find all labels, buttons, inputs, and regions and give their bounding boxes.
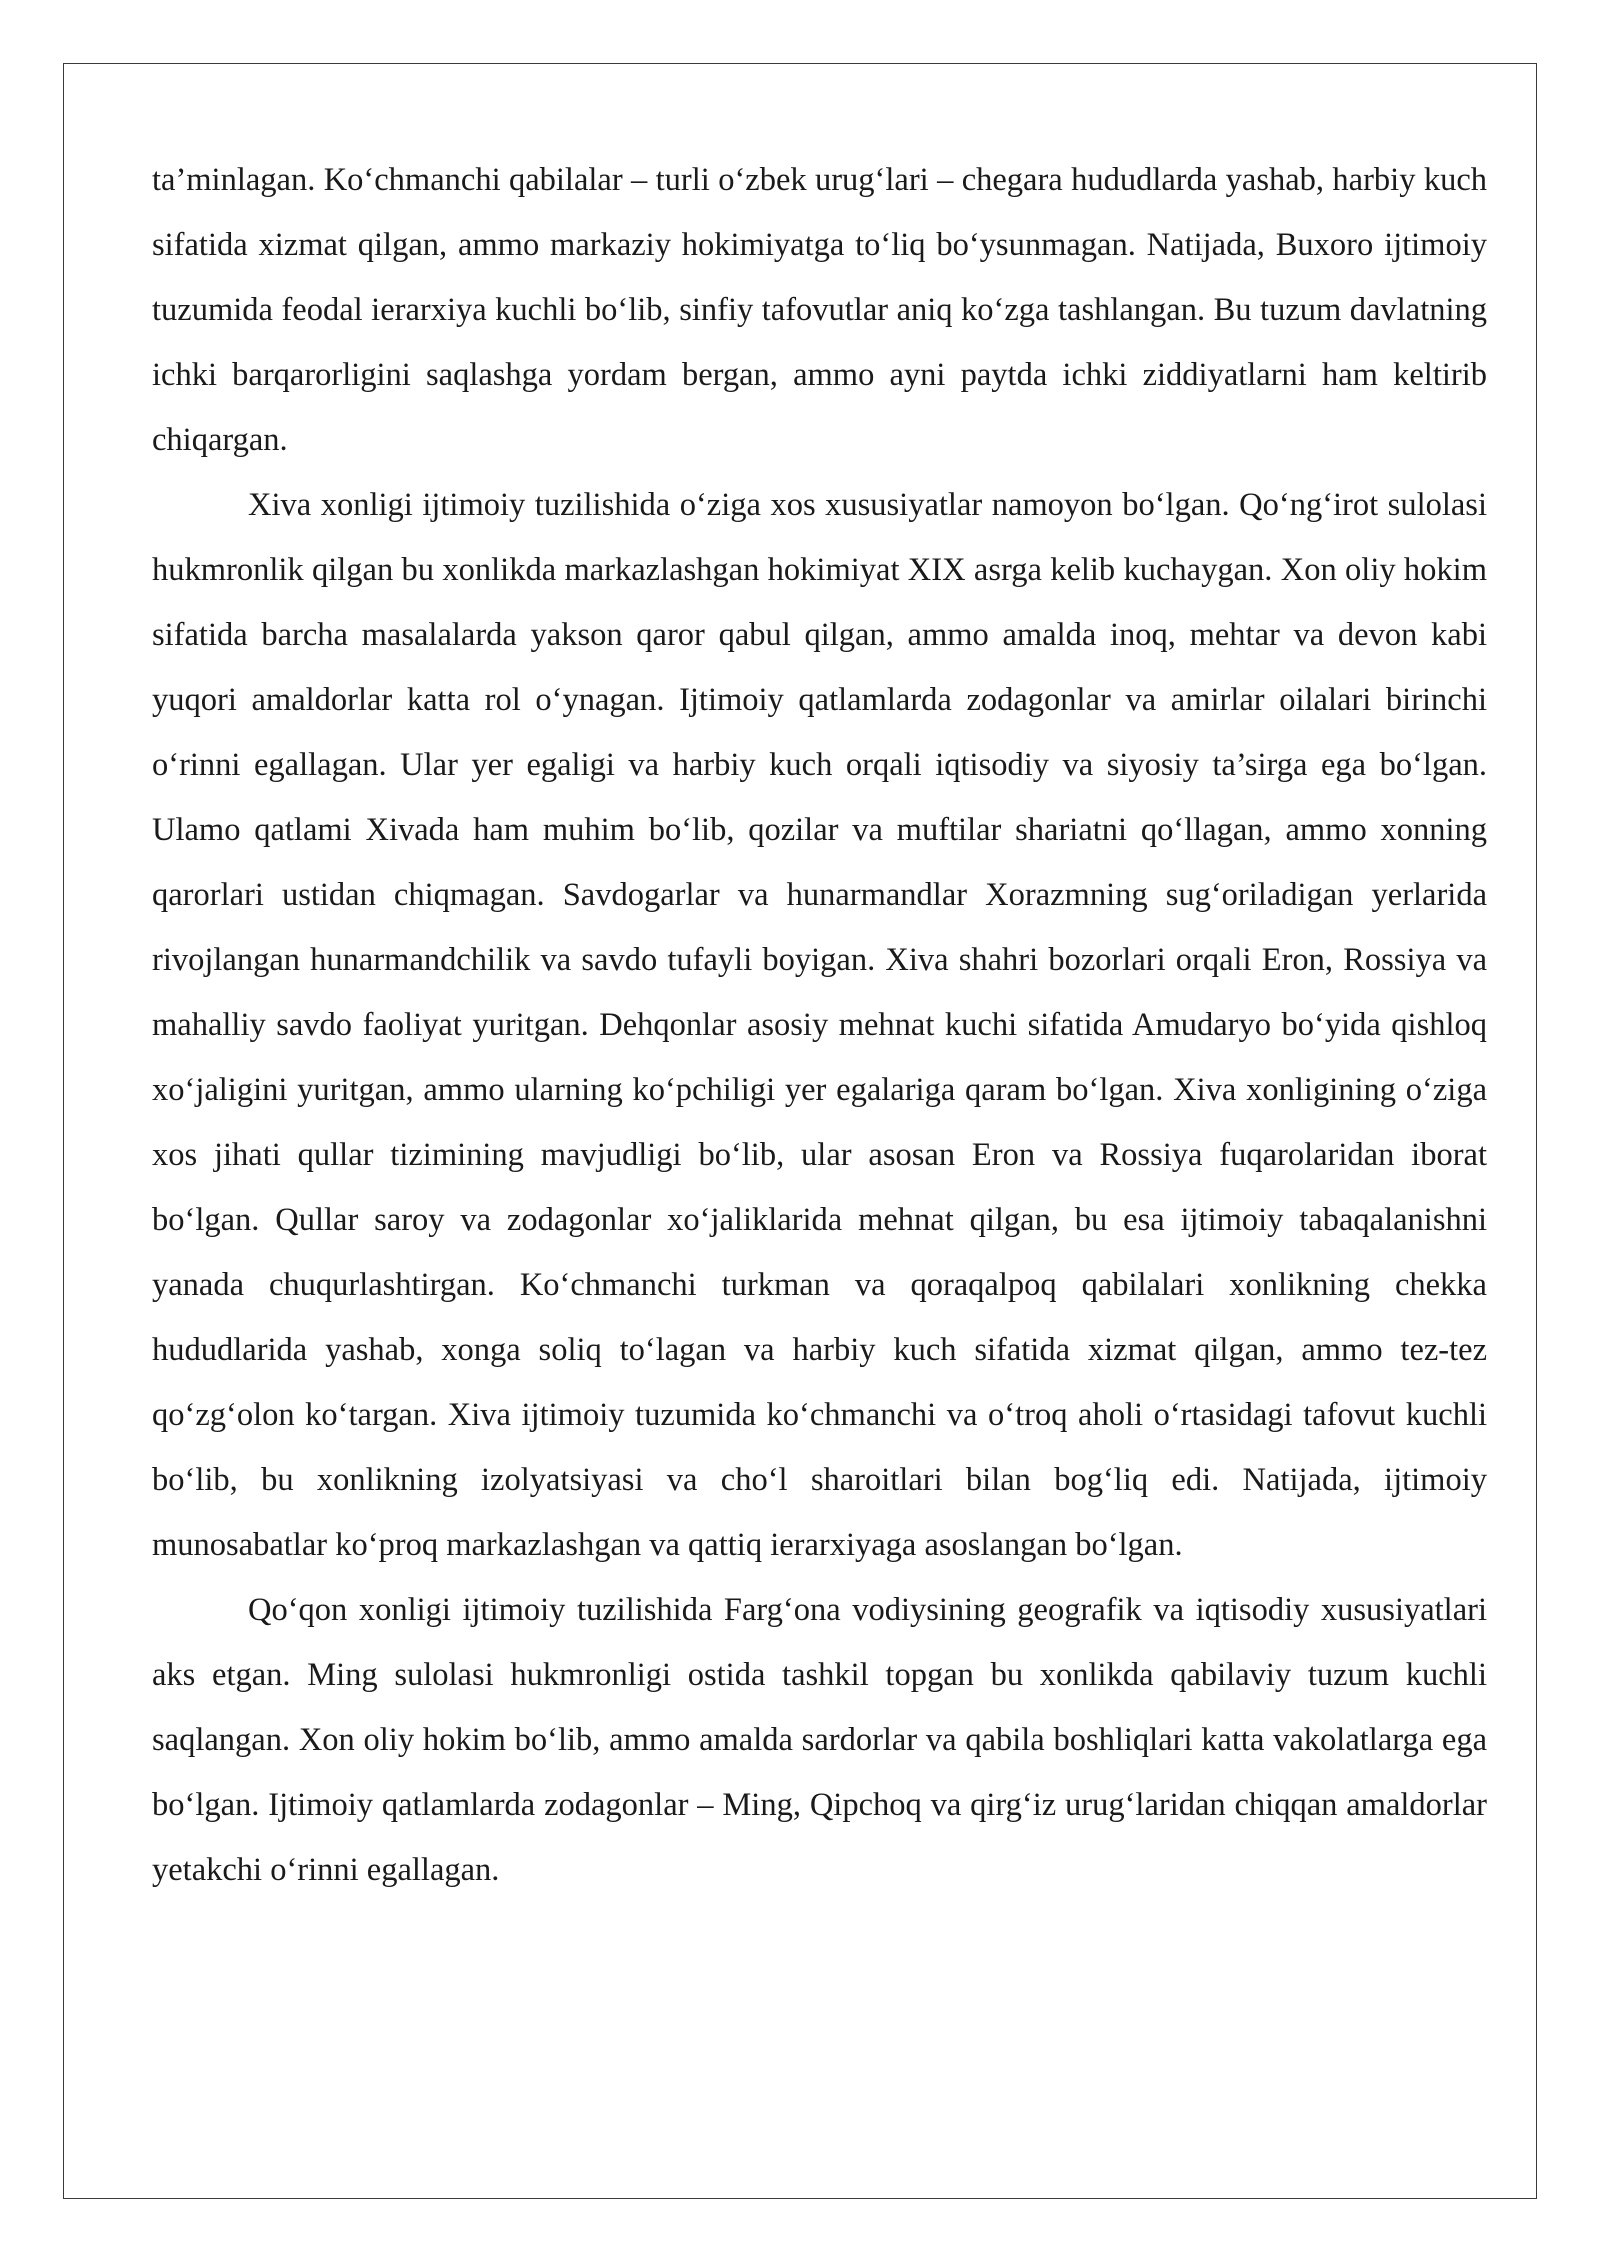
document-body [152, 148, 1487, 1903]
paragraph-3: Qo‘qon xonligi ijtimoiy tuzilishida Farg‘ona vodiysining geografik va iqtisodiy xususiyatlari aks etgan. Ming sulolasi hukmronligi ostida tashkil topgan bu xonlikda qabilaviy tuzum kuchli saqlangan. Xon oliy hokim bo‘lib, ammo amalda sardorlar va qabila boshliqlari katta vakolatlarga ega bo‘lgan. Ijtimoiy qatlamlarda zodagonlar – Ming, Qipchoq va qirg‘iz urug‘laridan chiqqan amaldorlar yetakchi o‘rinni egallagan. [152, 1592, 1487, 1888]
paragraph-1: ta’minlagan. Ko‘chmanchi qabilalar – turli o‘zbek urug‘lari – chegara hududlarda yashab, harbiy kuch sifatida xizmat qilgan, ammo markaziy hokimiyatga to‘liq bo‘ysunmagan. Natijada, Buxoro ijtimoiy tuzumida feodal ierarxiya kuchli bo‘lib, sinfiy tafovutlar aniq ko‘zga tashlangan. Bu tuzum davlatning ichki barqarorligini saqlashga yordam bergan, ammo ayni paytda ichki ziddiyatlarni ham keltirib chiqargan. [152, 162, 1487, 458]
paragraph-2: Xiva xonligi ijtimoiy tuzilishida o‘ziga xos xususiyatlar namoyon bo‘lgan. Qo‘ng‘irot sulolasi hukmronlik qilgan bu xonlikda markazlashgan hokimiyat XIX asrga kelib kuchaygan. Xon oliy hokim sifatida barcha masalalarda yakson qaror qabul qilgan, ammo amalda inoq, mehtar va devon kabi yuqori amaldorlar katta rol o‘ynagan. Ijtimoiy qatlamlarda zodagonlar va amirlar oilalari birinchi o‘rinni egallagan. Ular yer egaligi va harbiy kuch orqali iqtisodiy va siyosiy ta’sirga ega bo‘lgan. Ulamo qatlami Xivada ham muhim bo‘lib, qozilar va muftilar shariatni qo‘llagan, ammo xonning qarorlari ustidan chiqmagan. Savdogarlar va hunarmandlar Xorazmning sug‘oriladigan yerlarida rivojlangan hunarmandchilik va savdo tufayli boyigan. Xiva shahri bozorlari orqali Eron, Rossiya va mahalliy savdo faoliyat yuritgan. Dehqonlar asosiy mehnat kuchi sifatida Amudaryo bo‘yida qishloq xo‘jaligini yuritgan, ammo ularning ko‘pchiligi yer egalariga qaram bo‘lgan. Xiva xonligining o‘ziga xos jihati qullar tizimining mavjudligi bo‘lib, ular asosan Eron va Rossiya fuqarolaridan iborat bo‘lgan. Qullar saroy va zodagonlar xo‘jaliklarida mehnat qilgan, bu esa ijtimoiy tabaqalanishni yanada chuqurlashtirgan. Ko‘chmanchi turkman va qoraqalpoq qabilalari xonlikning chekka hududlarida yashab, xonga soliq to‘lagan va harbiy kuch sifatida xizmat qilgan, ammo tez-tez qo‘zg‘olon ko‘targan. Xiva ijtimoiy tuzumida ko‘chmanchi va o‘troq aholi o‘rtasidagi tafovut kuchli bo‘lib, bu xonlikning izolyatsiyasi va cho‘l sharoitlari bilan bog‘liq edi. Natijada, ijtimoiy munosabatlar ko‘proq markazlashgan va qattiq ierarxiyaga asoslangan bo‘lgan. [152, 487, 1487, 1563]
